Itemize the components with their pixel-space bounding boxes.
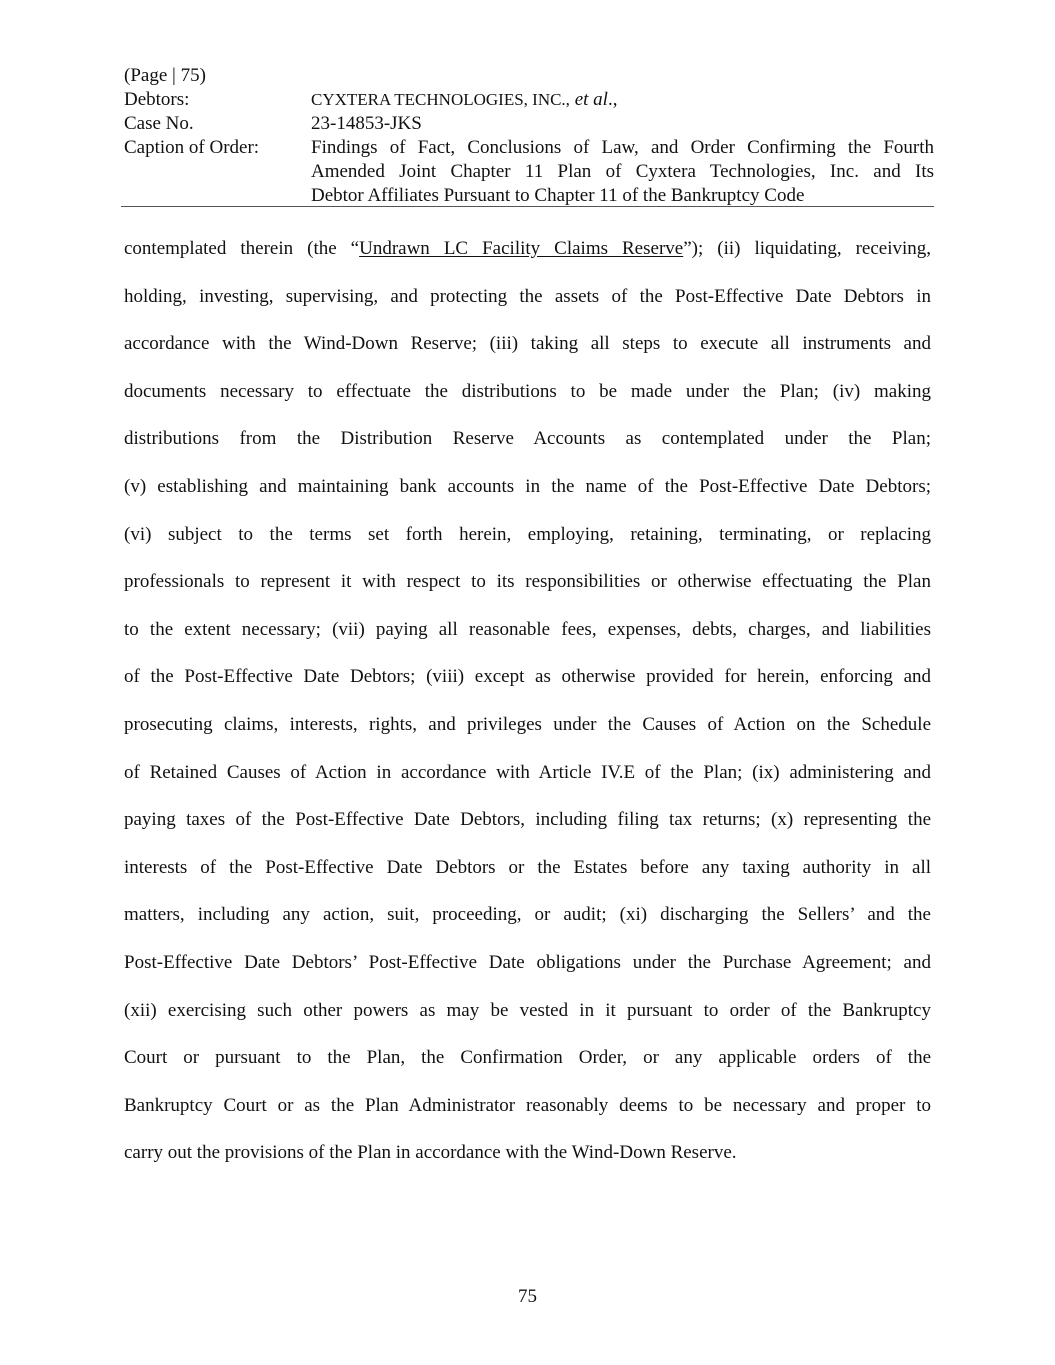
body-line: interests of the Post-Effective Date Debtors or the Estates before any taxing authority in all <box>124 856 931 878</box>
body-line: holding, investing, supervising, and protecting the assets of the Post-Effective Date Debtors in <box>124 285 931 307</box>
body-line: professionals to represent it with respect to its responsibilities or otherwise effectuating the Plan <box>124 571 931 593</box>
body-line-prefix: contemplated therein (the “ <box>124 238 360 259</box>
body-line: paying taxes of the Post-Effective Date Debtors, including filing tax returns; (x) representing the <box>124 809 931 831</box>
debtors-et-al: et al <box>574 89 608 110</box>
body-line: distributions from the Distribution Reserve Accounts as contemplated under the Plan; <box>124 428 931 450</box>
body-line: (vi) subject to the terms set forth herein, employing, retaining, terminating, or replacing <box>124 523 931 545</box>
body-line: carry out the provisions of the Plan in accordance with the Wind-Down Reserve. <box>124 1142 737 1164</box>
header-divider <box>121 206 934 207</box>
body-line: (xii) exercising such other powers as may be vested in it pursuant to order of the Bankruptcy <box>124 999 931 1021</box>
caption-line: Debtor Affiliates Pursuant to Chapter 11 of the Bankruptcy Code <box>311 185 805 206</box>
debtors-value <box>311 88 934 112</box>
body-line: matters, including any action, suit, proceeding, or audit; (xi) discharging the Sellers’ and the <box>124 904 931 926</box>
body-line: to the extent necessary; (vii) paying all reasonable fees, expenses, debts, charges, and liabilities <box>124 618 931 640</box>
case-number-label: Case No. <box>124 113 194 134</box>
defined-term: Undrawn LC Facility Claims Reserve <box>359 238 684 259</box>
debtors-row <box>124 88 934 112</box>
body-line: accordance with the Wind-Down Reserve; (iii) taking all steps to execute all instruments and <box>124 333 931 355</box>
case-number-row <box>124 112 934 136</box>
caption-line: Amended Joint Chapter 11 Plan of Cyxtera Technologies, Inc. and Its <box>311 161 934 182</box>
case-number-value: 23-14853-JKS <box>311 113 422 134</box>
order-body-paragraph <box>124 225 931 1177</box>
body-line: (v) establishing and maintaining bank accounts in the name of the Post-Effective Date Debtors; <box>124 475 931 497</box>
body-line: Post-Effective Date Debtors’ Post-Effective Date obligations under the Purchase Agreement; and <box>124 951 931 973</box>
body-line-suffix: ”); (ii) liquidating, receiving, <box>683 238 932 259</box>
body-line: documents necessary to effectuate the distributions to be made under the Plan; (iv) making <box>124 380 931 402</box>
debtors-name: CYXTERA TECHNOLOGIES, INC., <box>311 90 570 109</box>
page-number: 75 <box>518 1286 537 1307</box>
page-header <box>124 64 934 208</box>
body-line: of the Post-Effective Date Debtors; (viii) except as otherwise provided for herein, enforcing and <box>124 666 931 688</box>
debtors-trailer: ., <box>607 89 618 110</box>
body-line: Bankruptcy Court or as the Plan Administrator reasonably deems to be necessary and proper to <box>124 1094 931 1116</box>
body-line: Court or pursuant to the Plan, the Confirmation Order, or any applicable orders of the <box>124 1047 931 1069</box>
caption-value <box>311 136 934 208</box>
body-line <box>124 225 931 273</box>
caption-line: Findings of Fact, Conclusions of Law, and Order Confirming the Fourth <box>311 137 934 158</box>
debtors-label: Debtors: <box>124 89 190 110</box>
caption-label: Caption of Order: <box>124 137 260 158</box>
page-reference-row <box>124 64 934 88</box>
page-reference: (Page | 75) <box>124 65 206 86</box>
body-line: of Retained Causes of Action in accordance with Article IV.E of the Plan; (ix) administering and <box>124 761 931 783</box>
body-line: prosecuting claims, interests, rights, and privileges under the Causes of Action on the Schedule <box>124 713 931 735</box>
caption-row <box>124 136 934 208</box>
